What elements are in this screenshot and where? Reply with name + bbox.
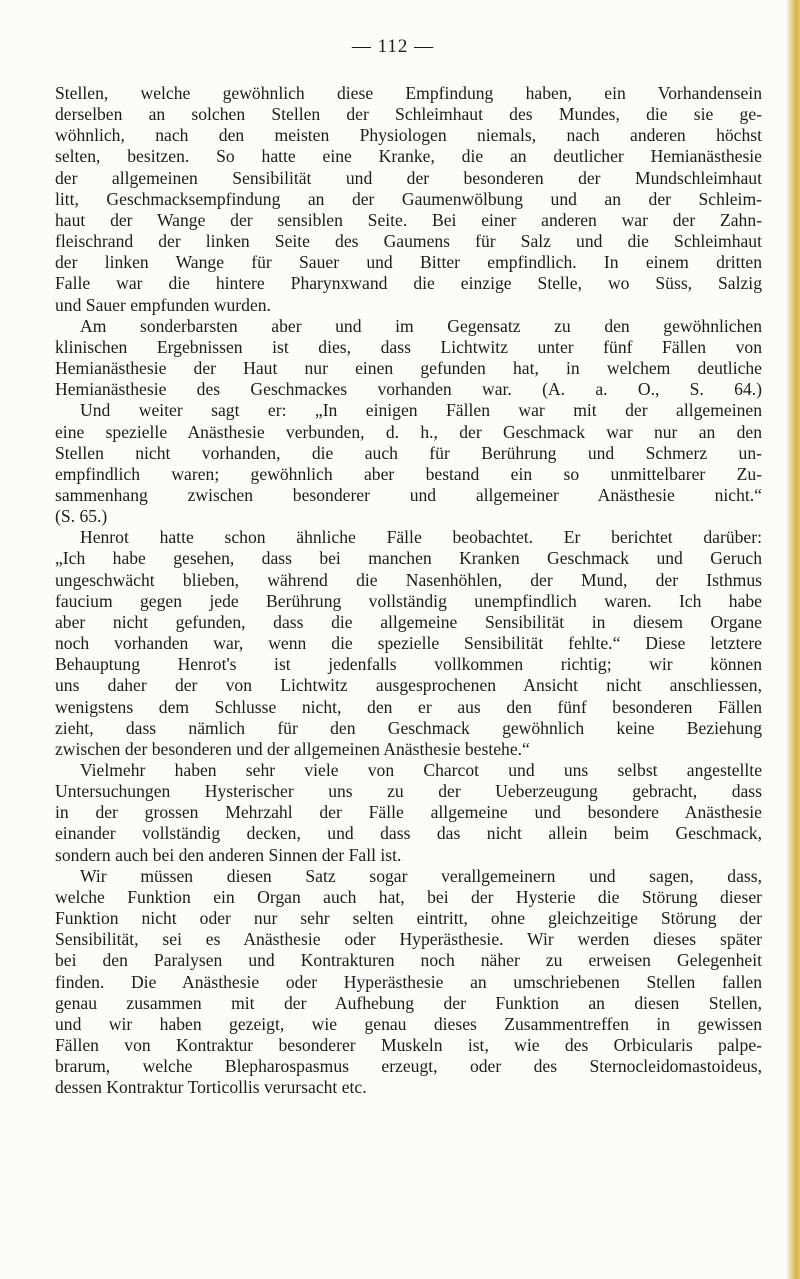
text-line: „Ich habe gesehen, dass bei manchen Kranken Geschmack und Geruch — [55, 548, 762, 569]
text-line: der linken Wange für Sauer und Bitter empfindlich. In einem dritten — [55, 252, 762, 273]
text-line: derselben an solchen Stellen der Schleimhaut des Mundes, die sie ge- — [55, 104, 762, 125]
text-line: Sensibilität, sei es Anästhesie oder Hyperästhesie. Wir werden dieses später — [55, 929, 762, 950]
text-line: welche Funktion ein Organ auch hat, bei der Hysterie die Störung dieser — [55, 886, 762, 907]
text-line: einander vollständig decken, und dass das nicht allein beim Geschmack, — [55, 823, 762, 844]
text-line: noch vorhanden war, wenn die spezielle Sensibilität fehlte.“ Diese letztere — [55, 633, 762, 654]
text-line: Behauptung Henrot's ist jedenfalls vollkommen richtig; wir können — [55, 654, 762, 675]
text-line: sondern auch bei den anderen Sinnen der Fall ist. — [55, 844, 402, 865]
text-line: und wir haben gezeigt, wie genau dieses Zusammentreffen in gewissen — [55, 1013, 762, 1034]
text-line: brarum, welche Blepharospasmus erzeugt, oder des Sternocleidomastoideus, — [55, 1056, 762, 1077]
text-line: (S. 65.) — [55, 506, 108, 527]
body-text — [55, 83, 762, 1099]
text-line: Funktion nicht oder nur sehr selten eintritt, ohne gleichzeitige Störung der — [55, 908, 762, 929]
text-line: klinischen Ergebnissen ist dies, dass Lichtwitz unter fünf Fällen von — [55, 336, 762, 357]
text-line: dessen Kontraktur Torticollis verursacht etc. — [55, 1077, 367, 1098]
text-line: zwischen der besonderen und der allgemeinen Anästhesie bestehe.“ — [55, 738, 530, 759]
text-line: Vielmehr haben sehr viele von Charcot und uns selbst angestellte — [80, 760, 762, 780]
text-line: Wir müssen diesen Satz sogar verallgemeinern und sagen, dass, — [80, 865, 762, 886]
text-line: wöhnlich, nach den meisten Physiologen niemals, nach anderen höchst — [55, 125, 762, 146]
text-line: in der grossen Mehrzahl der Fälle allgemeine und besondere Anästhesie — [55, 802, 762, 823]
text-line: selten, besitzen. So hatte eine Kranke, die an deutlicher Hemianästhesie — [55, 146, 762, 167]
text-line: bei den Paralysen und Kontrakturen noch näher zu erweisen Gelegenheit — [55, 950, 762, 971]
text-line: sammenhang zwischen besonderer und allgemeiner Anästhesie nicht.“ — [55, 484, 762, 505]
text-line: Hemianästhesie der Haut nur einen gefunden hat, in welchem deutliche — [55, 358, 762, 379]
text-line: eine spezielle Anästhesie verbunden, d. h., der Geschmack war nur an den — [55, 421, 762, 442]
text-line: wenigstens dem Schlusse nicht, den er aus den fünf besonderen Fällen — [55, 696, 762, 717]
text-line: aber nicht gefunden, dass die allgemeine Sensibilität in diesem Organe — [55, 611, 762, 632]
text-line: Am sonderbarsten aber und im Gegensatz zu den gewöhnlichen — [80, 315, 762, 336]
text-line: Stellen, welche gewöhnlich diese Empfindung haben, ein Vorhandensein — [55, 83, 762, 103]
text-line: faucium gegen jede Berührung vollständig unempfindlich waren. Ich habe — [55, 590, 762, 611]
page-edge-shadow — [786, 0, 800, 1279]
text-line: Henrot hatte schon ähnliche Fälle beobachtet. Er berichtet darüber: — [80, 527, 762, 548]
text-line: haut der Wange der sensiblen Seite. Bei einer anderen war der Zahn- — [55, 209, 762, 230]
text-line: der allgemeinen Sensibilität und der besonderen der Mundschleimhaut — [55, 167, 762, 188]
text-line: und Sauer empfunden wurden. — [55, 294, 271, 315]
text-line: fleischrand der linken Seite des Gaumens für Salz und die Schleimhaut — [55, 231, 762, 252]
text-line: zieht, dass nämlich für den Geschmack gewöhnlich keine Beziehung — [55, 717, 762, 738]
text-line: genau zusammen mit der Aufhebung der Funktion an diesen Stellen, — [55, 992, 762, 1013]
text-line: uns daher der von Lichtwitz ausgesprochenen Ansicht nicht anschliessen, — [55, 675, 762, 696]
text-line: litt, Geschmacksempfindung an der Gaumenwölbung und an der Schleim- — [55, 188, 762, 209]
page-number-header: — 112 — — [351, 36, 435, 57]
text-line: Falle war die hintere Pharynxwand die einzige Stelle, wo Süss, Salzig — [55, 273, 762, 294]
text-line: Fällen von Kontraktur besonderer Muskeln ist, wie des Orbicularis palpe- — [55, 1035, 762, 1056]
text-line: Hemianästhesie des Geschmackes vorhanden war. (A. a. O., S. 64.) — [55, 379, 762, 400]
text-line: ungeschwächt blieben, während die Nasenhöhlen, der Mund, der Isthmus — [55, 569, 762, 590]
text-line: Untersuchungen Hysterischer uns zu der Ueberzeugung gebracht, dass — [55, 781, 762, 802]
text-line: Stellen nicht vorhanden, die auch für Berührung und Schmerz un- — [55, 442, 762, 463]
text-line: empfindlich waren; gewöhnlich aber bestand ein so unmittelbarer Zu- — [55, 463, 762, 484]
text-line: Und weiter sagt er: „In einigen Fällen war mit der allgemeinen — [80, 400, 762, 421]
text-line: finden. Die Anästhesie oder Hyperästhesie an umschriebenen Stellen fallen — [55, 971, 762, 992]
